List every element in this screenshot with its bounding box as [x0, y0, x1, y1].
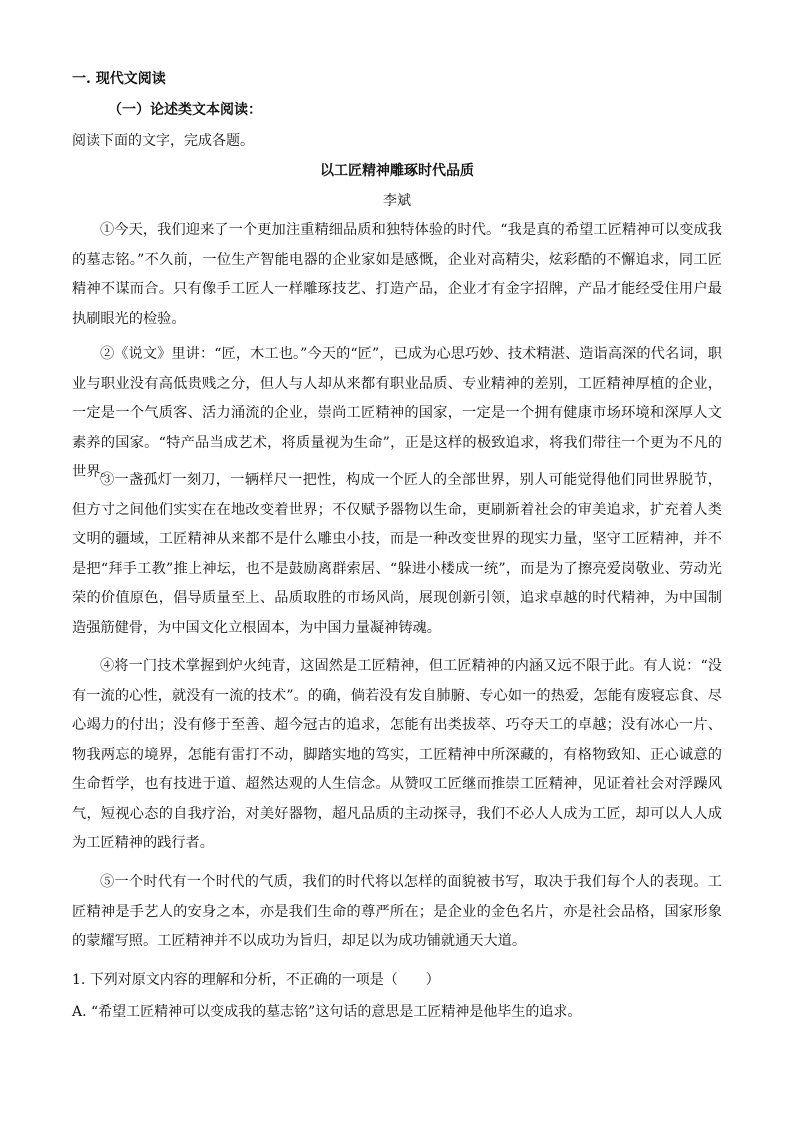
article-paragraph-4: ④将一门技术掌握到炉火纯青，这固然是工匠精神，但工匠精神的内涵又远不限于此。有人说：“没有一流的心性，就没有一流的技术”。的确，倘若没有发自肺腑、专心如一的热爱，怎能有废寝忘食、尽心竭力的付出；没有修于至善、超今冠古的追求，怎能有出类拔萃、巧夺天工的卓越；没有冰心一片、物我两忘的境界，怎能有雷打不动，脚踏实地的笃实，工匠精神中所深藏的，有格物致知、正心诚意的生命哲学，也有技进于道、超然达观的人生信念。从赞叹工匠继而推崇工匠精神，见证着社会对浮躁风气，短视心态的自我疗治，对美好器物，超凡品质的主动探寻，我们不必人人成为工匠，却可以人人成为工匠精神的践行者。 — [72, 658, 722, 851]
article-paragraph-5: ⑤一个时代有一个时代的气质，我们的时代将以怎样的面貌被书写，取决于我们每个人的表现。工匠精神是手艺人的安身之本，亦是我们生命的尊严所在；是企业的金色名片，亦是社会品格，国家形象的蒙耀写照。工匠精神并不以成功为旨归，却足以为成功铺就通天大道。 — [72, 874, 722, 949]
instruction-text: 阅读下面的文字，完成各题。 — [72, 133, 254, 149]
article-paragraph-2: ②《说文》里讲：“匠，木工也。”今天的“匠”，已成为心思巧妙、技术精湛、造诣高深的代名词，职业与职业没有高低贵贱之分，但人与人却从来都有职业品质、专业精神的差别，工匠精神厚植的企业，一定是一个气质客、活力涌流的企业，崇尚工匠精神的国家，一定是一个拥有健康市场环境和深厚人文素养的国家。“特产品当成艺术，将质量视为生命”，正是这样的极致追求，将我们带往一个更为不凡的世界。 — [72, 346, 722, 480]
question-option-a: A. “希望工匠精神可以变成我的墓志铭”这句话的意思是工匠精神是他毕生的追求。 — [72, 1004, 582, 1020]
article-paragraph-1: ①今天，我们迎来了一个更加注重精细品质和独特体验的时代。“我是真的希望工匠精神可以变成我的墓志铭。”不久前，一位生产智能电器的企业家如是感慨，企业对高精尖，炫彩酷的不懈追求，同工匠精神不谋而合。只有像手工匠人一样雕琢技艺、打造产品，企业才有金字招牌，产品才能经受住用户最执刷眼光的检验。 — [72, 222, 722, 327]
section-title: 一. 现代文阅读 — [72, 71, 166, 87]
article-author: 李斌 — [383, 193, 411, 209]
article-paragraph-3: ③一盏孤灯一刻刀，一辆样尺一把性，构成一个匠人的全部世界，别人可能觉得他们同世界脱节，但方寸之间他们实实在在地改变着世界；不仅赋予器物以生命，更刷新着社会的审美追求，扩充着人类文明的疆域，工匠精神从来都不是什么雕虫小技，而是一种改变世界的现实力量，坚守工匠精神，并不是把“拜手工教”推上神坛，也不是鼓励离群索居、“躲进小楼成一统”，而是为了擦亮爱岗敬业、劳动光荣的价值原色，倡导质量至上、品质取胜的市场风尚，展现创新引领，追求卓越的时代精神，为中国制造强筋健骨，为中国文化立根固本，为中国力量凝神铸魂。 — [72, 472, 722, 636]
question-stem: 1. 下列对原文内容的理解和分析，不正确的一项是（ ） — [72, 972, 440, 988]
article-title: 以工匠精神雕琢时代品质 — [320, 163, 474, 179]
subsection-title: （一）论述类文本阅读： — [108, 102, 262, 118]
